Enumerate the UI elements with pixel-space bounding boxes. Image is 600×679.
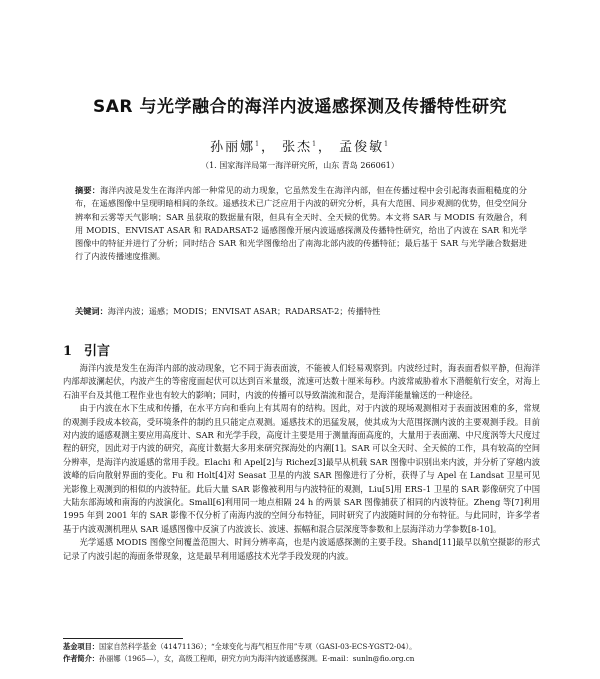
author-name: 孟俊敏 (339, 140, 385, 155)
footnote-divider (63, 638, 183, 639)
author-affiliation-mark: 1 (312, 140, 318, 148)
footnote-label: 基金项目： (63, 642, 99, 651)
abstract (75, 184, 527, 264)
author-name: 孙丽娜 (210, 140, 256, 155)
affiliation: （1. 国家海洋局第一海洋研究所，山东 青岛 266061） (201, 161, 399, 170)
author-list: 孙丽娜$^1$， 张杰$^1$， 孟俊敏$^1$ (210, 140, 390, 155)
paragraph: 海洋内波是发生在海洋内部的波动现象，它不同于海表面波，不能被人们轻易观察到。内波经过时，海表面看似平静，但海洋内部却波澜起伏，内波产生的等密度面起伏可以达到百米量级，流速可达数十厘米每秒。内波常威胁着水下潜艇航行安全，对海上石油平台及其他工程作业也有较大的影响；同时，内波的传播可以导致湍流和混合，是海洋能量输送的一种途径。 (63, 363, 540, 400)
author-affiliation-mark: 1 (255, 140, 261, 148)
keywords-text: 海洋内波；遥感；MODIS；ENVISAT ASAR；RADARSAT-2；传播特性 (107, 306, 381, 316)
abstract-text: 海洋内波是发生在海洋内部一种常见的动力现象，它虽然发生在海洋内部，但在传播过程中会引起海表面粗糙度的分布，在遥感图像中呈现明暗相间的条纹。遥感技术已广泛应用于内波的研究分析，具有大范围、同步观测的优势，但受空间分辨率和云雾等天气影响；SAR 虽获取的数据量有限，但具有全天时、全天候的优势。本文将 SAR 与 MODIS 有效融合，利用 MODIS、ENVISAT ASAR 和 RADARSAT-2 遥感图像开展内波遥感探测及传播特性研究，给出了内波在 SAR 和光学图像中的特征并进行了分析；同时结合 SAR 和光学图像给出了南海北部内波的传播特征；最后基于 SAR 与光学融合数据进行了内波传播速度推测。 (75, 185, 527, 262)
paragraph: 光学遥感 MODIS 图像空间覆盖范围大、时间分辨率高，也是内波遥感探测的主要手段。Shand[11]最早以航空摄影的形式记录了内波引起的海面条带现象，这是最早利用遥感技术光学手段发现的内波。 (63, 537, 540, 561)
keywords-label: 关键词： (75, 306, 108, 316)
author-affiliation-mark: 1 (384, 140, 390, 148)
abstract-label: 摘要： (75, 185, 101, 195)
body-text (63, 362, 540, 563)
paragraph: 由于内波在水下生成和传播，在水平方向和垂向上有其周有的结构。因此，对于内波的现场观测相对于表面波困难的多，常规的观测手段成本较高，受环境条件的制约且只能定点观测。遥感技术的迅猛发展，使其成为大范围探测内波的主要观测手段。目前对内波的遥感观测主要应用高度计、SAR 和光学手段，高度计主要是用于测量海面高度的，大量用于表面潮、中尺度涡等大尺度过程的研究，因此对于内波的研究，高度计数据大多用来研究探海处的内潮[1]。SAR 可以全天时、全天候的工作，具有较高的空间分辨率，是海洋内波遥感的常用手段。Elachi 和 Apel[2]与 Richez[3]最早从机载 SAR 图像中识别出来内波，并分析了穿越内波波峰的后向散射界面的变化。Fu 和 Holt[4]对 Seasat 卫星的内波 SAR 图像进行了分析，获得了与 Apel 在 Landsat 卫星可见光影像上观测到的相似的内波特征。此后大量 SAR 影像被利用与内波特征的观测，Liu[5]用 ERS-1 卫星的 SAR 影像研究了中国大陆东部海域和南海的内波演化。Small[6]利用同一地点相隔 24 h 的两景 SAR 图像捕获了相同的内波特征。Zheng 等[7]利用 1995 年到 2001 年的 SAR 影像不仅分析了南海内波的空间分布特征，同时研究了内波随时间的分布特征。与此同时，许多学者基于内波观测机理从 SAR 遥感图像中反演了内波波长、波速、振幅和混合层深度等参数和上层海洋动力学参数[8-10]。 (63, 403, 540, 534)
footnote-text: 孙丽娜（1965—），女，高级工程师，研究方向为海洋内波遥感探测。E-mail：sunln@fio.org.cn (98, 654, 415, 663)
paper-title: SAR 与光学融合的海洋内波遥感探测及传播特性研究 (93, 97, 507, 117)
footnote-label: 作者简介： (63, 654, 99, 663)
footnote-author-bio (63, 654, 540, 664)
footnote-funding (63, 642, 540, 652)
section-title: 引言 (84, 344, 111, 359)
keywords (75, 305, 527, 317)
author-name: 张杰 (282, 140, 313, 155)
footnote-text: 国家自然科学基金（41471136）；“全球变化与海气相互作用”专项（GASI-03-ECS-YGST2-04）。 (98, 642, 417, 651)
section-heading (63, 340, 110, 359)
section-number: 1 (63, 344, 73, 359)
